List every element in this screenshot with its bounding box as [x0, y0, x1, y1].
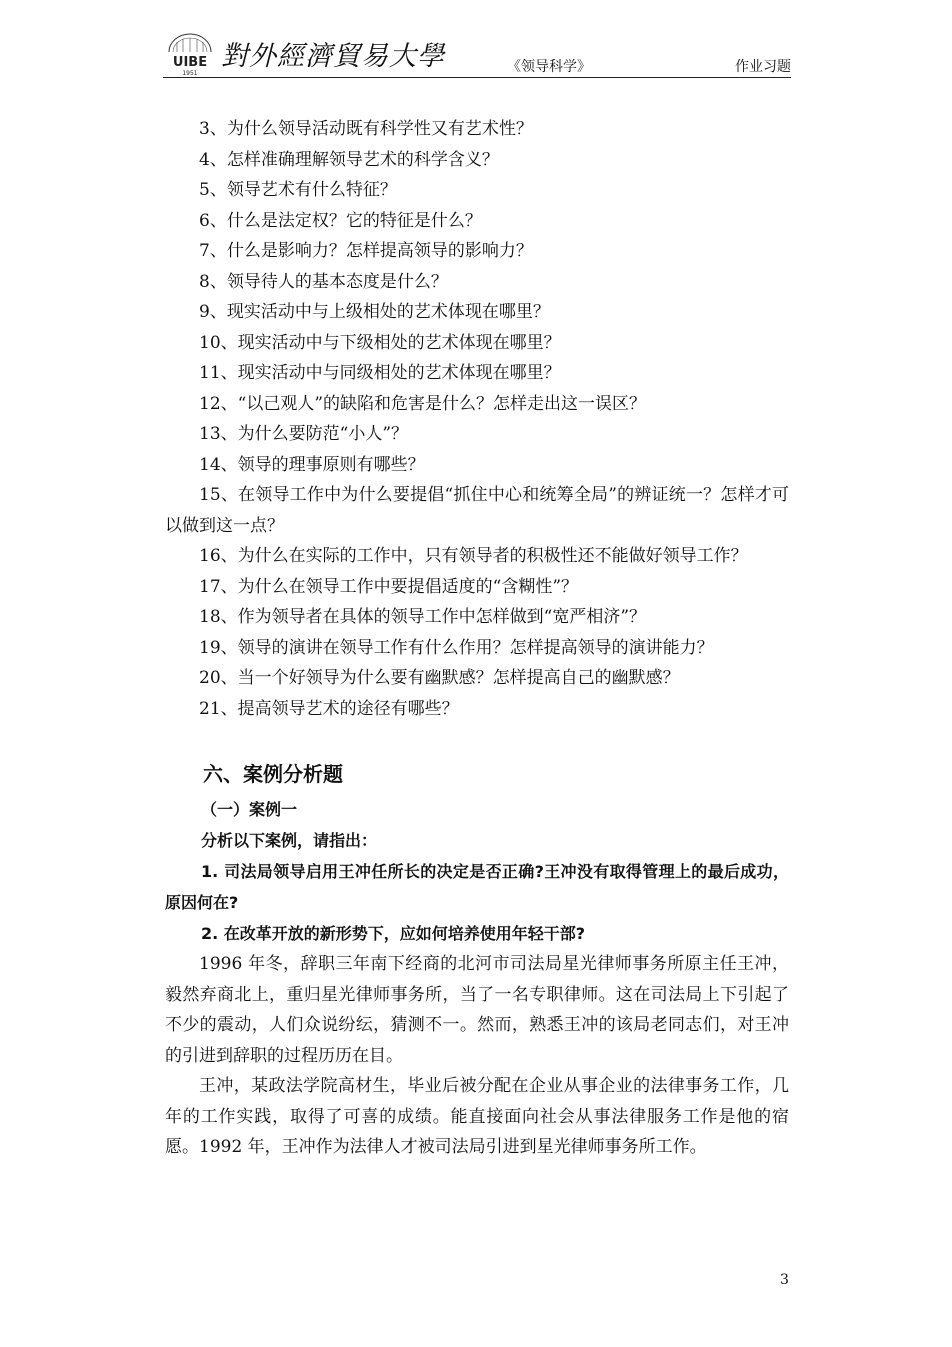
question-item: 19、领导的演讲在领导工作有什么作用？怎样提高领导的演讲能力？	[199, 637, 714, 658]
header-rule	[163, 77, 791, 78]
case-task: 2. 在改革开放的新形势下，应如何培养使用年轻干部?	[201, 924, 586, 943]
question-item: 10、现实活动中与下级相处的艺术体现在哪里？	[199, 332, 561, 353]
question-item: 5、领导艺术有什么特征？	[199, 180, 397, 200]
question-item: 9、现实活动中与上级相处的艺术体现在哪里？	[199, 302, 550, 322]
university-logo	[163, 30, 217, 76]
question-item: 15、在领导工作中为什么要提倡“抓住中心和统筹全局”的辨证统一？怎样才可以做到这一点？	[165, 485, 789, 536]
page-content	[165, 114, 789, 1163]
question-item: 17、为什么在领导工作中要提倡适度的“含糊性”？	[199, 576, 579, 597]
question-item: 11、现实活动中与同级相处的艺术体现在哪里？	[199, 363, 561, 383]
section-heading: 六、案例分析题	[203, 762, 343, 786]
question-item: 4、怎样准确理解领导艺术的科学含义？	[199, 149, 499, 170]
logo-text: UIBE	[172, 55, 208, 70]
question-item: 16、为什么在实际的工作中，只有领导者的积极性还不能做好领导工作？	[199, 546, 748, 566]
question-item: 6、什么是法定权？它的特征是什么？	[199, 210, 482, 231]
page-header	[163, 22, 791, 78]
case-instruction: 分析以下案例，请指出：	[201, 831, 378, 850]
document-type: 作业习题	[735, 59, 791, 75]
question-item: 21、提高领导艺术的途径有哪些？	[199, 698, 459, 719]
question-list	[165, 114, 789, 724]
question-item: 14、领导的理事原则有哪些？	[199, 454, 425, 475]
question-item: 18、作为领导者在具体的领导工作中怎样做到“宽严相济”？	[199, 607, 647, 627]
course-title: 《领导科学》	[507, 59, 591, 75]
question-item: 3、为什么领导活动既有科学性又有艺术性？	[199, 119, 533, 139]
case-task: 1. 司法局领导启用王冲任所长的决定是否正确?王冲没有取得管理上的最后成功，原因何在?	[165, 862, 789, 912]
case-paragraph: 王冲，某政法学院高材生，毕业后被分配在企业从事企业的法律事务工作，几年的工作实践，取得了可喜的成绩。能直接面向社会从事法律服务工作是他的宿愿。1992 年，王冲作为法律人才被司法局引进到星光律师事务所工作。	[165, 1076, 789, 1157]
case-title: （一）案例一	[201, 800, 298, 819]
page-number: 3	[780, 1272, 789, 1288]
case-paragraph: 1996 年冬，辞职三年南下经商的北河市司法局星光律师事务所原主任王冲，毅然弃商北上，重归星光律师事务所，当了一名专职律师。这在司法局上下引起了不少的震动，人们众说纷纭，猜测不一。然而，熟悉王冲的该局老同志们，对王冲的引进到辞职的过程历历在目。	[165, 954, 789, 1066]
question-item: 8、领导待人的基本态度是什么？	[199, 271, 448, 292]
question-item: 12、“以己观人”的缺陷和危害是什么？怎样走出这一误区？	[199, 393, 647, 414]
question-item: 13、为什么要防范“小人”？	[199, 424, 409, 444]
university-name: 對外經濟貿易大學	[221, 41, 445, 72]
question-item: 7、什么是影响力？怎样提高领导的影响力？	[199, 241, 533, 261]
question-item: 20、当一个好领导为什么要有幽默感？怎样提高自己的幽默感？	[199, 668, 680, 688]
logo-year: 1951	[182, 70, 198, 76]
